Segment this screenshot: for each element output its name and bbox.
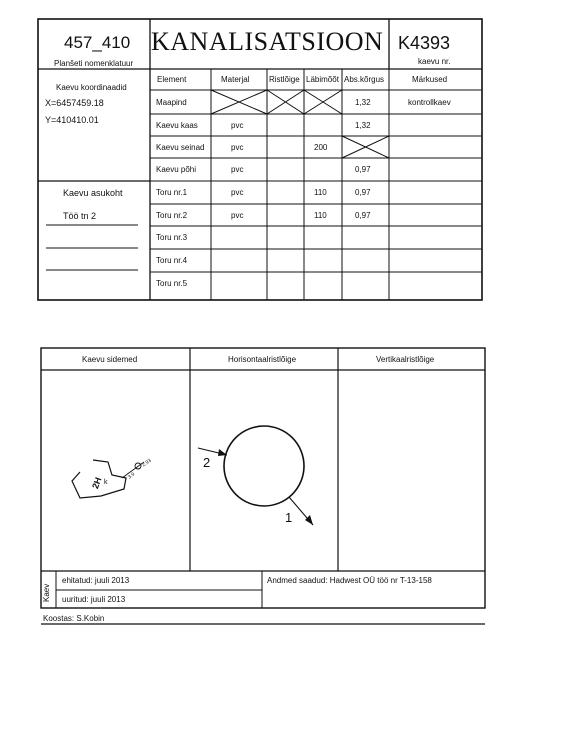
location-heading: Kaevu asukoht [63, 188, 123, 198]
data-source: Andmed saadud: Hadwest OÜ töö nr T-13-158 [267, 576, 432, 585]
row-element: Toru nr.3 [156, 233, 188, 242]
row-diameter: 110 [314, 188, 327, 197]
pipe-2-label: 2 [203, 455, 211, 470]
building-label-sub: k [104, 479, 108, 486]
panel-ties-heading: Kaevu sidemed [82, 355, 138, 364]
col-header-diameter: Läbimõõt [306, 75, 339, 84]
row-abs: 0,97 [355, 188, 371, 197]
tie-distance-b: 2.93 [141, 457, 153, 469]
building-label: 2H [90, 475, 104, 491]
row-material: pvc [231, 121, 244, 130]
panel-horizontal-heading: Horisontaalristlõige [228, 355, 297, 364]
row-diameter: 110 [314, 211, 327, 220]
coord-y: Y=410410.01 [45, 115, 99, 125]
sheet-caption: Planšeti nomenklatuur [54, 59, 134, 68]
built-date: ehitatud: juuli 2013 [62, 576, 130, 585]
pipe-1-label: 1 [285, 510, 293, 525]
col-header-notes: Märkused [412, 75, 448, 84]
row-material: pvc [231, 143, 244, 152]
row-abs: 0,97 [355, 165, 371, 174]
page-title: KANALISATSIOON [151, 27, 384, 56]
compiled-by: Koostas: S.Kobin [43, 614, 105, 623]
row-element: Toru nr.1 [156, 188, 188, 197]
row-diameter: 200 [314, 143, 328, 152]
coords-heading: Kaevu koordinaadid [56, 83, 127, 92]
panel-vertical-heading: Vertikaalristlõige [376, 355, 435, 364]
row-element: Kaevu põhi [156, 165, 197, 174]
row-material: pvc [231, 211, 244, 220]
surveyed-date: uuritud: juuli 2013 [62, 595, 126, 604]
row-element: Toru nr.4 [156, 256, 188, 265]
row-element: Toru nr.5 [156, 279, 188, 288]
row-abs: 0,97 [355, 211, 371, 220]
row-notes: kontrollkaev [408, 98, 451, 107]
col-header-element: Element [157, 75, 187, 84]
row-element: Kaevu seinad [156, 143, 205, 152]
row-element: Toru nr.2 [156, 211, 188, 220]
col-header-abs-height: Abs.kõrgus [344, 75, 385, 84]
row-abs: 1,32 [355, 121, 371, 130]
row-material: pvc [231, 188, 244, 197]
well-caption: kaevu nr. [418, 57, 451, 66]
row-element: Kaevu kaas [156, 121, 198, 130]
sheet-code: 457_410 [64, 33, 131, 52]
col-header-cross-section: Ristlõige [269, 75, 300, 84]
well-id: K4393 [398, 33, 451, 53]
tie-distance-a: 3.9 [126, 471, 137, 481]
col-header-material: Materjal [221, 75, 250, 84]
row-material: pvc [231, 165, 244, 174]
row-abs: 1,32 [355, 98, 371, 107]
row-element: Maapind [156, 98, 187, 107]
coord-x: X=6457459.18 [45, 98, 104, 108]
location-value: Töö tn 2 [63, 211, 97, 221]
footer-side-label: Kaev [42, 583, 51, 602]
